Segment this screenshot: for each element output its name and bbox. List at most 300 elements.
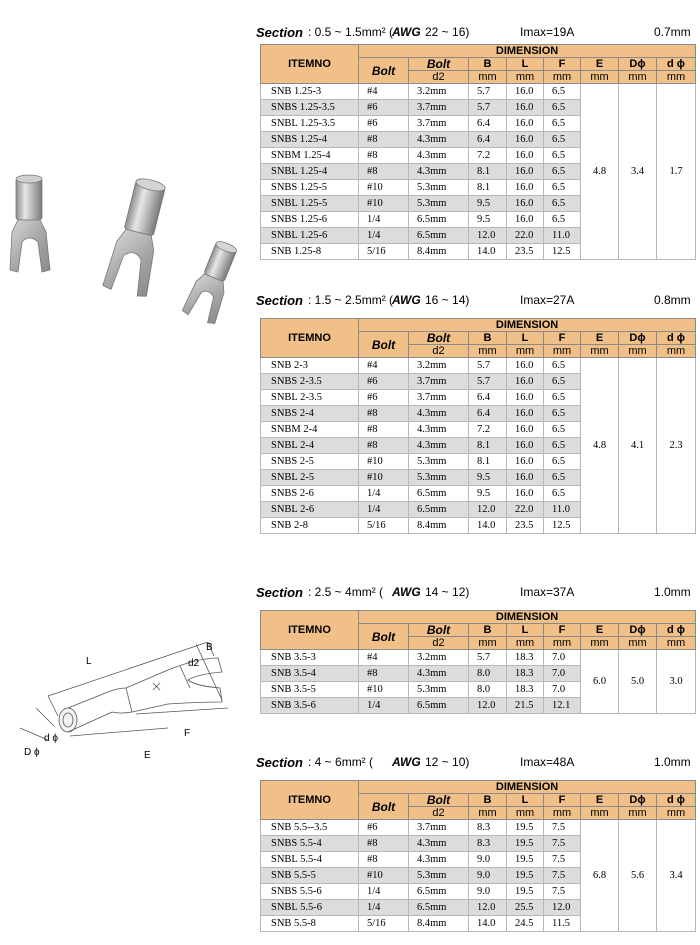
cell-item: SNB 2-8 xyxy=(261,518,359,534)
thickness-value: 0.7mm xyxy=(654,25,691,39)
cell-b: 6.4 xyxy=(469,116,507,132)
cell-item: SNBL 2-4 xyxy=(261,438,359,454)
cell-f: 7.5 xyxy=(544,868,581,884)
cell-bolt: 1/4 xyxy=(359,502,409,518)
cell-bolt: #10 xyxy=(359,180,409,196)
unit-b: mm xyxy=(469,71,507,84)
cell-f: 7.5 xyxy=(544,884,581,900)
section-header xyxy=(258,752,695,772)
cell-bolt: #6 xyxy=(359,390,409,406)
imax-value: Imax=19A xyxy=(520,25,575,39)
header-l: L xyxy=(507,58,544,71)
cell-f: 7.0 xyxy=(544,666,581,682)
spec-section-2 xyxy=(256,290,695,531)
cell-f: 6.5 xyxy=(544,100,581,116)
cell-b: 9.5 xyxy=(469,196,507,212)
cell-item: SNBL 1.25-4 xyxy=(261,164,359,180)
cell-item: SNBL 1.25-6 xyxy=(261,228,359,244)
cell-bolt: 1/4 xyxy=(359,212,409,228)
imax-value: Imax=48A xyxy=(520,755,575,769)
cell-b: 12.0 xyxy=(469,900,507,916)
spec-table xyxy=(260,610,696,714)
cell-bolt: #8 xyxy=(359,164,409,180)
cell-d2: 5.3mm xyxy=(409,454,469,470)
cell-b: 8.3 xyxy=(469,820,507,836)
cell-f: 6.5 xyxy=(544,212,581,228)
cell-f: 6.5 xyxy=(544,116,581,132)
unit-dphi-big: mm xyxy=(619,637,657,650)
header-b: B xyxy=(469,58,507,71)
cell-b: 8.1 xyxy=(469,164,507,180)
cell-b: 7.2 xyxy=(469,422,507,438)
cell-item: SNBL 1.25-3.5 xyxy=(261,116,359,132)
cell-e: 6.0 xyxy=(581,650,619,714)
cell-d2: 4.3mm xyxy=(409,132,469,148)
cell-f: 12.5 xyxy=(544,518,581,534)
cell-f: 6.5 xyxy=(544,164,581,180)
cell-bolt: #8 xyxy=(359,148,409,164)
cell-f: 12.1 xyxy=(544,698,581,714)
cell-e: 6.8 xyxy=(581,820,619,932)
cell-b: 9.0 xyxy=(469,852,507,868)
cell-l: 16.0 xyxy=(507,100,544,116)
cell-d2: 6.5mm xyxy=(409,698,469,714)
cell-b: 5.7 xyxy=(469,358,507,374)
awg-label: AWG xyxy=(392,585,421,599)
cell-dphi-big: 5.6 xyxy=(619,820,657,932)
cell-d2: 6.5mm xyxy=(409,228,469,244)
header-e: E xyxy=(581,624,619,637)
section-range: : 0.5 ~ 1.5mm² ( xyxy=(308,25,394,39)
cell-d2: 6.5mm xyxy=(409,212,469,228)
cell-d2: 3.7mm xyxy=(409,100,469,116)
cell-l: 16.0 xyxy=(507,486,544,502)
cell-l: 23.5 xyxy=(507,518,544,534)
terminal-large xyxy=(182,237,245,325)
cell-d2: 6.5mm xyxy=(409,900,469,916)
cell-d2: 3.7mm xyxy=(409,116,469,132)
cell-item: SNBS 2-5 xyxy=(261,454,359,470)
cell-f: 11.0 xyxy=(544,228,581,244)
cell-d2: 5.3mm xyxy=(409,470,469,486)
label-big-d-phi: D ϕ xyxy=(24,747,40,758)
cell-f: 12.5 xyxy=(544,244,581,260)
cell-item: SNBL 1.25-5 xyxy=(261,196,359,212)
unit-dphi-big: mm xyxy=(619,71,657,84)
cell-bolt: #6 xyxy=(359,374,409,390)
cell-b: 9.5 xyxy=(469,470,507,486)
cell-f: 6.5 xyxy=(544,358,581,374)
header-f: F xyxy=(544,332,581,345)
header-bolt-d2: Bolt xyxy=(409,58,469,71)
cell-item: SNBS 1.25-3.5 xyxy=(261,100,359,116)
cell-f: 6.5 xyxy=(544,180,581,196)
cell-b: 8.1 xyxy=(469,454,507,470)
header-dphi-small: d ϕ xyxy=(657,794,696,807)
cell-d2: 3.2mm xyxy=(409,84,469,100)
cell-bolt: #4 xyxy=(359,84,409,100)
cell-dphi-small: 3.0 xyxy=(657,650,696,714)
cell-item: SNBS 2-3.5 xyxy=(261,374,359,390)
cell-l: 21.5 xyxy=(507,698,544,714)
unit-dphi-big: mm xyxy=(619,345,657,358)
cell-item: SNBL 2-5 xyxy=(261,470,359,486)
awg-range: 12 ~ 10) xyxy=(425,755,470,769)
cell-b: 6.4 xyxy=(469,132,507,148)
awg-label: AWG xyxy=(392,293,421,307)
label-b: B xyxy=(206,642,213,653)
cell-bolt: 5/16 xyxy=(359,244,409,260)
cell-item: SNBM 1.25-4 xyxy=(261,148,359,164)
cell-bolt: #10 xyxy=(359,196,409,212)
cell-f: 6.5 xyxy=(544,454,581,470)
cell-f: 7.0 xyxy=(544,650,581,666)
cell-d2: 8.4mm xyxy=(409,916,469,932)
unit-d2: d2 xyxy=(409,345,469,358)
cell-l: 25.5 xyxy=(507,900,544,916)
unit-dphi-big: mm xyxy=(619,807,657,820)
cell-d2: 6.5mm xyxy=(409,502,469,518)
awg-label: AWG xyxy=(392,755,421,769)
cell-b: 12.0 xyxy=(469,698,507,714)
thickness-value: 1.0mm xyxy=(654,585,691,599)
section-range: : 4 ~ 6mm² ( xyxy=(308,755,374,769)
cell-bolt: 1/4 xyxy=(359,228,409,244)
cell-bolt: #8 xyxy=(359,422,409,438)
unit-e: mm xyxy=(581,807,619,820)
cell-f: 6.5 xyxy=(544,374,581,390)
spec-section-3 xyxy=(256,582,695,711)
cell-l: 24.5 xyxy=(507,916,544,932)
header-l: L xyxy=(507,794,544,807)
cell-f: 6.5 xyxy=(544,132,581,148)
header-bolt: Bolt xyxy=(359,794,409,820)
cell-f: 6.5 xyxy=(544,486,581,502)
header-f: F xyxy=(544,794,581,807)
header-bolt-d2: Bolt xyxy=(409,332,469,345)
header-dphi-small: d ϕ xyxy=(657,332,696,345)
cell-bolt: 1/4 xyxy=(359,884,409,900)
cell-l: 19.5 xyxy=(507,852,544,868)
cell-item: SNBM 2-4 xyxy=(261,422,359,438)
header-itemno: ITEMNO xyxy=(261,781,359,820)
label-d-phi: d ϕ xyxy=(44,733,58,744)
cell-d2: 3.7mm xyxy=(409,820,469,836)
cell-bolt: #10 xyxy=(359,470,409,486)
cell-bolt: #10 xyxy=(359,868,409,884)
terminal-small xyxy=(10,175,50,272)
cell-b: 14.0 xyxy=(469,916,507,932)
cell-f: 7.5 xyxy=(544,852,581,868)
unit-l: mm xyxy=(507,637,544,650)
cell-l: 16.0 xyxy=(507,196,544,212)
header-dphi-big: Dϕ xyxy=(619,624,657,637)
unit-e: mm xyxy=(581,637,619,650)
spec-table xyxy=(260,44,696,260)
cell-b: 5.7 xyxy=(469,100,507,116)
cell-dphi-small: 1.7 xyxy=(657,84,696,260)
section-header xyxy=(258,290,695,310)
cell-l: 19.5 xyxy=(507,868,544,884)
cell-item: SNBS 1.25-4 xyxy=(261,132,359,148)
cell-d2: 4.3mm xyxy=(409,164,469,180)
cell-d2: 8.4mm xyxy=(409,518,469,534)
cell-l: 18.3 xyxy=(507,650,544,666)
cell-l: 16.0 xyxy=(507,438,544,454)
header-dimension: DIMENSION xyxy=(359,45,696,58)
header-bolt: Bolt xyxy=(359,624,409,650)
cell-item: SNB 2-3 xyxy=(261,358,359,374)
cell-l: 16.0 xyxy=(507,164,544,180)
cell-item: SNB 3.5-6 xyxy=(261,698,359,714)
unit-f: mm xyxy=(544,345,581,358)
unit-f: mm xyxy=(544,71,581,84)
table-row xyxy=(261,358,696,374)
spec-table xyxy=(260,780,696,932)
cell-bolt: 1/4 xyxy=(359,900,409,916)
spec-section-4 xyxy=(256,752,695,929)
cell-b: 6.4 xyxy=(469,390,507,406)
awg-range: 22 ~ 16) xyxy=(425,25,470,39)
cell-l: 16.0 xyxy=(507,212,544,228)
section-range: : 1.5 ~ 2.5mm² ( xyxy=(308,293,394,307)
unit-dphi-small: mm xyxy=(657,637,696,650)
cell-item: SNBL 2-6 xyxy=(261,502,359,518)
cell-item: SNB 1.25-3 xyxy=(261,84,359,100)
cell-e: 4.8 xyxy=(581,84,619,260)
cell-e: 4.8 xyxy=(581,358,619,534)
cell-d2: 3.2mm xyxy=(409,358,469,374)
header-dphi-big: Dϕ xyxy=(619,332,657,345)
cell-b: 5.7 xyxy=(469,650,507,666)
header-dimension: DIMENSION xyxy=(359,319,696,332)
header-bolt: Bolt xyxy=(359,332,409,358)
cell-l: 19.5 xyxy=(507,820,544,836)
cell-bolt: #10 xyxy=(359,454,409,470)
cell-bolt: #6 xyxy=(359,116,409,132)
cell-item: SNBL 2-3.5 xyxy=(261,390,359,406)
cell-d2: 3.7mm xyxy=(409,390,469,406)
unit-f: mm xyxy=(544,637,581,650)
cell-item: SNB 3.5-5 xyxy=(261,682,359,698)
cell-item: SNBS 5.5-6 xyxy=(261,884,359,900)
thickness-value: 0.8mm xyxy=(654,293,691,307)
header-itemno: ITEMNO xyxy=(261,611,359,650)
cell-item: SNBS 2-6 xyxy=(261,486,359,502)
cell-item: SNB 5.5-5 xyxy=(261,868,359,884)
cell-d2: 5.3mm xyxy=(409,180,469,196)
cell-item: SNBS 2-4 xyxy=(261,406,359,422)
awg-range: 16 ~ 14) xyxy=(425,293,470,307)
cell-l: 16.0 xyxy=(507,180,544,196)
section-label: Section xyxy=(256,585,303,600)
cell-d2: 6.5mm xyxy=(409,884,469,900)
unit-b: mm xyxy=(469,807,507,820)
cell-l: 16.0 xyxy=(507,116,544,132)
label-f: F xyxy=(184,728,191,739)
cell-bolt: #8 xyxy=(359,666,409,682)
imax-value: Imax=37A xyxy=(520,585,575,599)
header-b: B xyxy=(469,332,507,345)
header-b: B xyxy=(469,624,507,637)
section-range: : 2.5 ~ 4mm² ( xyxy=(308,585,384,599)
thickness-value: 1.0mm xyxy=(654,755,691,769)
cell-l: 16.0 xyxy=(507,358,544,374)
cell-bolt: #8 xyxy=(359,836,409,852)
label-e: E xyxy=(144,750,151,761)
cell-bolt: #8 xyxy=(359,852,409,868)
cell-l: 16.0 xyxy=(507,422,544,438)
spec-table xyxy=(260,318,696,534)
cell-l: 16.0 xyxy=(507,390,544,406)
cell-f: 11.0 xyxy=(544,502,581,518)
cell-dphi-big: 5.0 xyxy=(619,650,657,714)
awg-label: AWG xyxy=(392,25,421,39)
table-row xyxy=(261,650,696,666)
cell-item: SNBL 5.5-4 xyxy=(261,852,359,868)
section-label: Section xyxy=(256,293,303,308)
header-itemno: ITEMNO xyxy=(261,45,359,84)
unit-e: mm xyxy=(581,71,619,84)
cell-l: 16.0 xyxy=(507,84,544,100)
header-itemno: ITEMNO xyxy=(261,319,359,358)
cell-l: 19.5 xyxy=(507,836,544,852)
cell-item: SNB 1.25-8 xyxy=(261,244,359,260)
cell-b: 6.4 xyxy=(469,406,507,422)
cell-bolt: #6 xyxy=(359,100,409,116)
cell-f: 6.5 xyxy=(544,196,581,212)
cell-bolt: 5/16 xyxy=(359,518,409,534)
cell-d2: 3.7mm xyxy=(409,374,469,390)
cell-d2: 4.3mm xyxy=(409,406,469,422)
cell-l: 16.0 xyxy=(507,374,544,390)
cell-item: SNBL 5.5-6 xyxy=(261,900,359,916)
cell-bolt: #4 xyxy=(359,650,409,666)
cell-b: 14.0 xyxy=(469,518,507,534)
cell-b: 14.0 xyxy=(469,244,507,260)
cell-bolt: #8 xyxy=(359,406,409,422)
cell-b: 9.5 xyxy=(469,486,507,502)
cell-bolt: #6 xyxy=(359,820,409,836)
header-dimension: DIMENSION xyxy=(359,611,696,624)
cell-l: 19.5 xyxy=(507,884,544,900)
header-bolt-d2: Bolt xyxy=(409,624,469,637)
cell-f: 6.5 xyxy=(544,470,581,486)
cell-d2: 5.3mm xyxy=(409,868,469,884)
cell-f: 7.5 xyxy=(544,820,581,836)
section-label: Section xyxy=(256,755,303,770)
header-b: B xyxy=(469,794,507,807)
cell-b: 9.5 xyxy=(469,212,507,228)
cell-b: 5.7 xyxy=(469,374,507,390)
cell-b: 12.0 xyxy=(469,502,507,518)
terminal-medium xyxy=(102,175,174,298)
cell-f: 6.5 xyxy=(544,148,581,164)
header-bolt: Bolt xyxy=(359,58,409,84)
unit-l: mm xyxy=(507,345,544,358)
cell-bolt: 1/4 xyxy=(359,486,409,502)
cell-dphi-small: 3.4 xyxy=(657,820,696,932)
unit-b: mm xyxy=(469,345,507,358)
cell-f: 7.0 xyxy=(544,682,581,698)
cell-f: 6.5 xyxy=(544,84,581,100)
cell-l: 22.0 xyxy=(507,228,544,244)
cell-bolt: #10 xyxy=(359,682,409,698)
cell-b: 8.1 xyxy=(469,438,507,454)
cell-l: 18.3 xyxy=(507,666,544,682)
header-dimension: DIMENSION xyxy=(359,781,696,794)
section-label: Section xyxy=(256,25,303,40)
cell-dphi-big: 3.4 xyxy=(619,84,657,260)
unit-f: mm xyxy=(544,807,581,820)
header-f: F xyxy=(544,624,581,637)
header-f: F xyxy=(544,58,581,71)
cell-item: SNB 3.5-4 xyxy=(261,666,359,682)
cell-b: 8.1 xyxy=(469,180,507,196)
unit-b: mm xyxy=(469,637,507,650)
cell-item: SNB 3.5-3 xyxy=(261,650,359,666)
header-e: E xyxy=(581,58,619,71)
unit-dphi-small: mm xyxy=(657,71,696,84)
cell-b: 9.0 xyxy=(469,884,507,900)
cell-item: SNBS 1.25-5 xyxy=(261,180,359,196)
cell-l: 16.0 xyxy=(507,406,544,422)
cell-d2: 5.3mm xyxy=(409,196,469,212)
cell-b: 8.0 xyxy=(469,666,507,682)
cell-d2: 4.3mm xyxy=(409,422,469,438)
cell-l: 18.3 xyxy=(507,682,544,698)
cell-l: 16.0 xyxy=(507,454,544,470)
cell-l: 23.5 xyxy=(507,244,544,260)
cell-l: 16.0 xyxy=(507,132,544,148)
unit-d2: d2 xyxy=(409,637,469,650)
header-e: E xyxy=(581,794,619,807)
awg-range: 14 ~ 12) xyxy=(425,585,470,599)
cell-dphi-big: 4.1 xyxy=(619,358,657,534)
cell-d2: 4.3mm xyxy=(409,852,469,868)
unit-e: mm xyxy=(581,345,619,358)
cell-b: 9.0 xyxy=(469,868,507,884)
label-d2: d2 xyxy=(188,658,200,669)
cell-d2: 3.2mm xyxy=(409,650,469,666)
section-header xyxy=(258,582,695,602)
table-row xyxy=(261,84,696,100)
cell-item: SNB 5.5-8 xyxy=(261,916,359,932)
unit-d2: d2 xyxy=(409,71,469,84)
cell-item: SNB 5.5--3.5 xyxy=(261,820,359,836)
header-l: L xyxy=(507,624,544,637)
cell-l: 16.0 xyxy=(507,148,544,164)
unit-dphi-small: mm xyxy=(657,345,696,358)
cell-f: 6.5 xyxy=(544,438,581,454)
header-l: L xyxy=(507,332,544,345)
imax-value: Imax=27A xyxy=(520,293,575,307)
header-bolt-d2: Bolt xyxy=(409,794,469,807)
cell-d2: 4.3mm xyxy=(409,836,469,852)
cell-item: SNBS 5.5-4 xyxy=(261,836,359,852)
cell-f: 12.0 xyxy=(544,900,581,916)
cell-item: SNBS 1.25-6 xyxy=(261,212,359,228)
cell-bolt: #8 xyxy=(359,132,409,148)
cell-b: 8.0 xyxy=(469,682,507,698)
unit-l: mm xyxy=(507,807,544,820)
cell-f: 11.5 xyxy=(544,916,581,932)
cell-b: 7.2 xyxy=(469,148,507,164)
cell-bolt: 5/16 xyxy=(359,916,409,932)
cell-f: 6.5 xyxy=(544,406,581,422)
header-dphi-small: d ϕ xyxy=(657,624,696,637)
cell-b: 12.0 xyxy=(469,228,507,244)
